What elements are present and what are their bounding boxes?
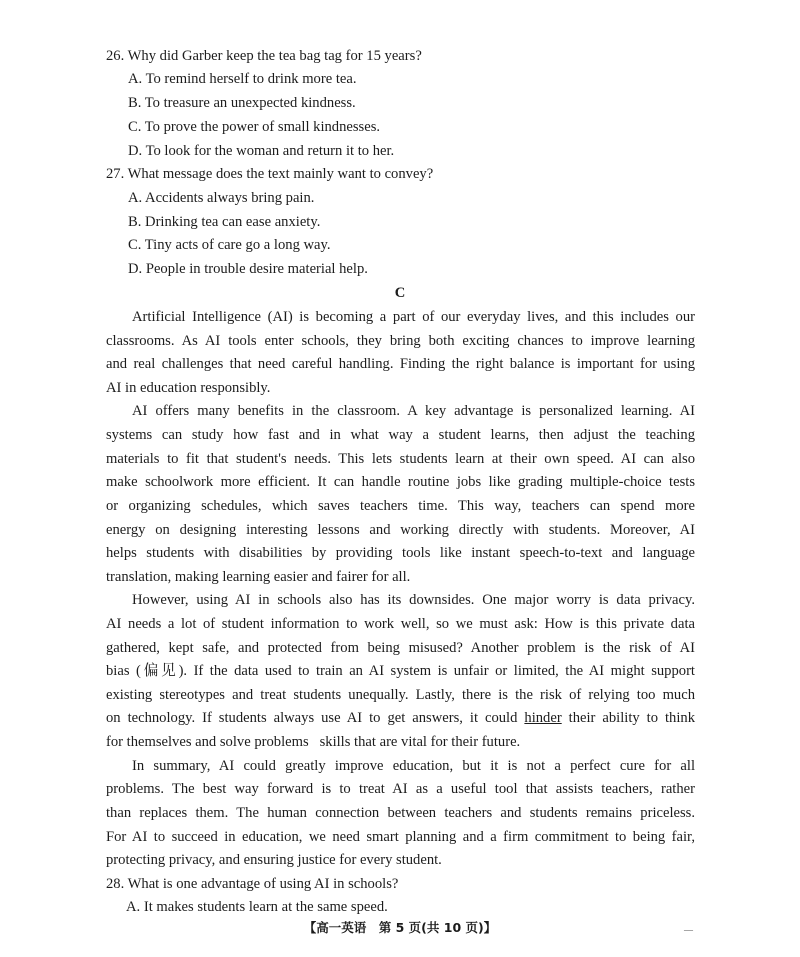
paragraph-1-line-2: classrooms. As AI tools enter schools, they bring both exciting chances to improve learning (106, 333, 695, 349)
paragraph-3-line-5: existing stereotypes and treat students unequally. Lastly, there is the risk of relying too much (106, 687, 695, 703)
q27-option-d: D. People in trouble desire material help. (128, 261, 368, 277)
paragraph-3-line-1: However, using AI in schools also has its downsides. One major worry is data privacy. (132, 592, 695, 608)
underlined-word: hinder (524, 710, 562, 726)
paragraph-3-line-3: gathered, kept safe, and protected from being misused? Another problem is the risk of AI (106, 640, 695, 656)
paragraph-3-line-6-end: their ability to think (561, 710, 695, 726)
paragraph-2-line-4: make schoolwork more efficient. It can handle routine jobs like grading multiple-choice tests (106, 474, 695, 490)
paragraph-1-line-4: AI in education responsibly. (106, 380, 271, 396)
q27-option-a: A. Accidents always bring pain. (128, 190, 315, 206)
paragraph-4-line-4: For AI to succeed in education, we need smart planning and a firm commitment to being fair, (106, 829, 695, 845)
paragraph-3-line-6-start: on technology. If students always use AI to get answers, it could (106, 710, 518, 726)
paragraph-2-line-3: materials to fit that student's needs. This lets students learn at their own speed. AI can also (106, 451, 695, 467)
q28-option-a: A. It makes students learn at the same speed. (126, 899, 388, 915)
q26-option-b: B. To treasure an unexpected kindness. (128, 95, 356, 111)
paragraph-4-line-3: than replaces them. The human connection between teachers and students remains priceless. (106, 805, 695, 821)
paragraph-1-line-3: and real challenges that need careful handling. Finding the right balance is important for using (106, 356, 695, 372)
question-26: 26. Why did Garber keep the tea bag tag for 15 years? (106, 48, 422, 64)
paragraph-3-line-6 (106, 708, 695, 728)
q27-option-b: B. Drinking tea can ease anxiety. (128, 214, 321, 230)
paragraph-4-line-2: problems. The best way forward is to treat AI as a useful tool that assists teachers, rather (106, 781, 695, 797)
corner-mark: — (684, 925, 693, 935)
q26-option-c: C. To prove the power of small kindnesses. (128, 119, 381, 135)
paragraph-2-line-1: AI offers many benefits in the classroom. A key advantage is personalized learning. AI (132, 403, 695, 419)
question-28: 28. What is one advantage of using AI in schools? (106, 876, 399, 892)
paragraph-2-line-6: energy on designing interesting lessons and working directly with students. Moreover, AI (106, 522, 695, 538)
q26-option-a: A. To remind herself to drink more tea. (128, 71, 357, 87)
q26-option-d: D. To look for the woman and return it to her. (128, 143, 395, 159)
question-27: 27. What message does the text mainly want to convey? (106, 166, 434, 182)
section-title: C (394, 285, 406, 301)
page-footer: 【高一英语 第 5 页(共 10 页)】 (303, 920, 497, 935)
paragraph-3-line-7: for themselves and solve problems skills that are vital for their future. (106, 734, 521, 750)
paragraph-1-line-1: Artificial Intelligence (AI) is becoming a part of our everyday lives, and this includes our (132, 309, 695, 325)
paragraph-4-line-5: protecting privacy, and ensuring justice for every student. (106, 852, 442, 868)
paragraph-3-line-2: AI needs a lot of student information to work well, so we must ask: How is this private data (106, 616, 695, 632)
paragraph-2-line-7: helps students with disabilities by providing tools like instant speech-to-text and language (106, 545, 695, 561)
paragraph-3-line-4: bias (偏见). If the data used to train an AI system is unfair or limited, the AI might support (106, 663, 695, 679)
paragraph-2-line-5: or organizing schedules, which saves teachers time. This way, teachers can spend more (106, 498, 695, 514)
q27-option-c: C. Tiny acts of care go a long way. (128, 237, 331, 253)
paragraph-2-line-8: translation, making learning easier and fairer for all. (106, 569, 411, 585)
paragraph-2-line-2: systems can study how fast and in what way a student learns, then adjust the teaching (106, 427, 695, 443)
paragraph-4-line-1: In summary, AI could greatly improve education, but it is not a perfect cure for all (132, 758, 695, 774)
